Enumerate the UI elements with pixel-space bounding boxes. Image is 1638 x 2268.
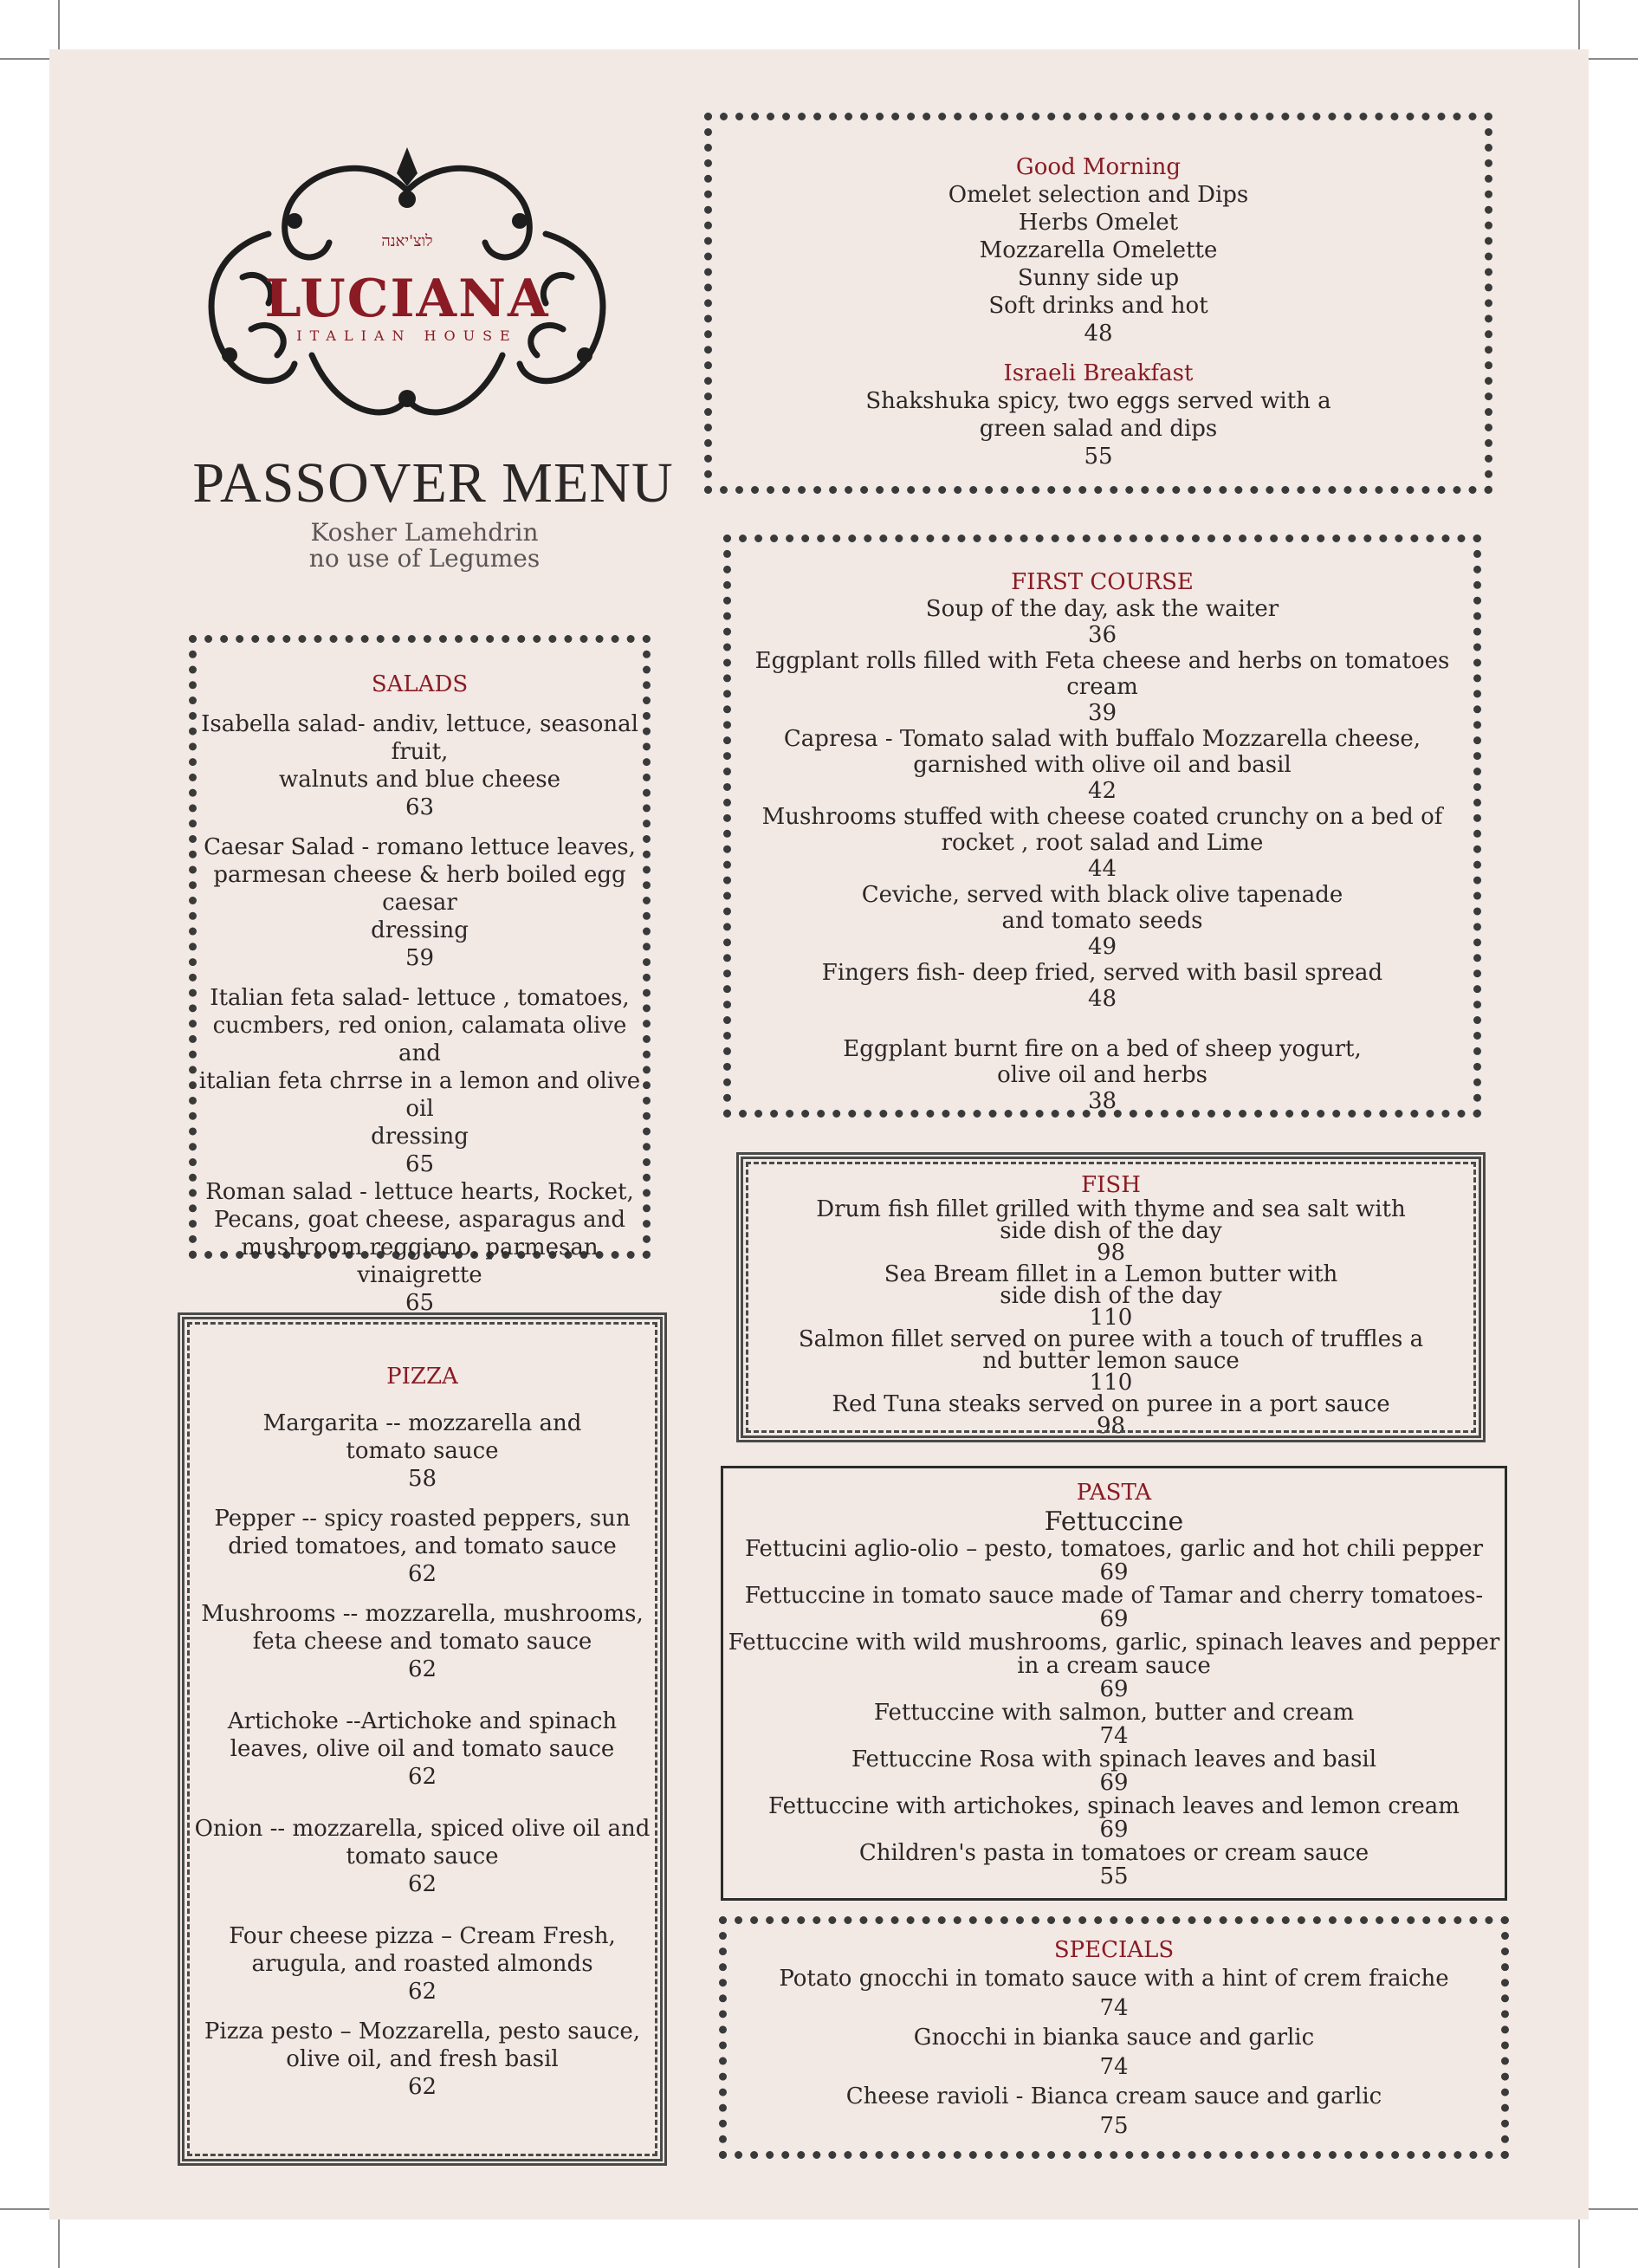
menu-item-line: green salad and dips: [979, 416, 1218, 442]
section-title: Israeli Breakfast: [1003, 360, 1194, 386]
menu-item-price: 62: [407, 1764, 437, 1790]
menu-item-line: Soft drinks and hot: [988, 293, 1208, 319]
menu-item-price: 69: [1099, 1559, 1129, 1585]
menu-item-price: 38: [1087, 1088, 1117, 1114]
menu-item-price: 62: [407, 2074, 437, 2100]
menu-item-line: side dish of the day: [1000, 1283, 1222, 1309]
menu-item-line: Fingers fish- deep fried, served with basil spread: [821, 960, 1383, 986]
menu-item-price: 69: [1099, 1770, 1129, 1796]
menu-item-line: tomato sauce: [346, 1844, 499, 1869]
menu-item-line: nd butter lemon sauce: [982, 1348, 1240, 1374]
menu-item-line: Shakshuka spicy, two eggs served with a: [865, 388, 1331, 414]
menu-item-line: Mozzarella Omelette: [979, 237, 1218, 263]
menu-item-line: Potato gnocchi in tomato sauce with a hint of crem fraiche: [779, 1966, 1449, 1992]
logo-subtitle: ITALIAN HOUSE: [296, 327, 518, 344]
menu-item-line: Pizza pesto – Mozzarella, pesto sauce,: [204, 2019, 641, 2044]
menu-item-line: Artichoke --Artichoke and spinach: [227, 1708, 618, 1734]
menu-item-line: in a cream sauce: [1017, 1653, 1211, 1679]
section-title: Good Morning: [1015, 154, 1182, 180]
menu-item-line: Ceviche, served with black olive tapenade: [861, 882, 1343, 908]
menu-item-line: Fettuccine with artichokes, spinach leaves and lemon cream: [768, 1793, 1460, 1819]
menu-item-price: 48: [1084, 321, 1113, 347]
menu-item-price: 59: [405, 945, 435, 971]
crop-mark: [1578, 2219, 1580, 2268]
menu-item-line: Four cheese pizza – Cream Fresh,: [229, 1923, 616, 1949]
menu-item-price: 62: [407, 1871, 437, 1897]
menu-item-line: dried tomatoes, and tomato sauce: [228, 1533, 617, 1559]
pasta-section: [721, 1466, 1507, 1901]
menu-item-price: 75: [1099, 2113, 1129, 2139]
menu-item-line: Cheese ravioli - Bianca cream sauce and garlic: [845, 2083, 1382, 2109]
restaurant-logo: [191, 139, 624, 433]
logo-hebrew-text: לוצ'יאנה: [381, 232, 433, 250]
section-title: PIZZA: [386, 1364, 458, 1390]
menu-item-line: Mushrooms stuffed with cheese coated crunchy on a bed of: [761, 804, 1443, 830]
menu-item: [185, 1707, 660, 1791]
menu-item: [197, 710, 643, 821]
menu-item-price: 63: [405, 794, 435, 820]
menu-item-line: cream: [1066, 674, 1138, 700]
menu-item: [197, 984, 643, 1178]
menu-item-price: 98: [1096, 1240, 1126, 1266]
menu-item-price: 58: [407, 1466, 437, 1492]
crop-mark: [1578, 0, 1580, 49]
menu-item-line: side dish of the day: [1000, 1218, 1222, 1244]
crop-mark: [58, 0, 60, 49]
menu-item-line: Fettuccine with salmon, butter and cream: [873, 1700, 1355, 1726]
menu-item: [185, 1409, 660, 1493]
menu-item-line: Caesar Salad - romano lettuce leaves,: [204, 834, 636, 860]
menu-item-line: Children's pasta in tomatoes or cream sauce: [858, 1840, 1369, 1866]
menu-item-line: leaves, olive oil and tomato sauce: [230, 1736, 615, 1762]
menu-item-price: 42: [1087, 778, 1117, 804]
menu-item-price: 69: [1099, 1676, 1129, 1702]
section-subtitle: Fettuccine: [1044, 1507, 1184, 1537]
menu-item-line: garnished with olive oil and basil: [913, 752, 1292, 778]
menu-item-price: 110: [1089, 1370, 1133, 1396]
pizza-section: [178, 1312, 667, 2166]
menu-item: [185, 1922, 660, 2006]
menu-item-price: 39: [1087, 700, 1117, 726]
menu-item-line: Italian feta salad- lettuce , tomatoes,: [210, 985, 630, 1011]
menu-item-line: Herbs Omelet: [1018, 210, 1179, 236]
menu-item-line: cucmbers, red onion, calamata olive and: [212, 1013, 627, 1066]
section-title: SPECIALS: [1053, 1937, 1175, 1963]
menu-item-line: Mushrooms -- mozzarella, mushrooms,: [201, 1601, 644, 1627]
crop-mark: [58, 2219, 60, 2268]
menu-item-line: Eggplant burnt fire on a bed of sheep yogurt,: [843, 1036, 1362, 1062]
menu-item-line: rocket , root salad and Lime: [941, 830, 1264, 856]
menu-item: [185, 1600, 660, 1683]
menu-item-line: Sea Bream fillet in a Lemon butter with: [884, 1261, 1338, 1287]
section-title: SALADS: [371, 671, 469, 697]
menu-item-line: Pepper -- spicy roasted peppers, sun: [214, 1506, 631, 1532]
menu-item-line: Red Tuna steaks served on puree in a port sauce: [832, 1391, 1390, 1417]
salads-section: [189, 635, 651, 1316]
menu-item-price: 36: [1087, 622, 1117, 648]
menu-item-price: 69: [1099, 1817, 1129, 1843]
menu-item-line: Eggplant rolls filled with Feta cheese and herbs on tomatoes: [754, 648, 1450, 674]
menu-item-line: Fettuccine with wild mushrooms, garlic, spinach leaves and pepper: [728, 1630, 1500, 1656]
menu-item: [185, 1505, 660, 1588]
menu-item-price: 74: [1099, 1995, 1129, 2021]
menu-item-line: feta cheese and tomato sauce: [252, 1629, 592, 1655]
menu-item-price: 62: [407, 1979, 437, 2005]
subtitle-line: Kosher Lamehdrin: [310, 518, 539, 547]
menu-item-price: 48: [1087, 986, 1117, 1012]
menu-item: [185, 1815, 660, 1898]
menu-item-line: Salmon fillet served on puree with a touch of truffles a: [798, 1326, 1424, 1352]
breakfast-section: [704, 113, 1492, 494]
menu-item-price: 62: [407, 1561, 437, 1587]
menu-item: [185, 2018, 660, 2101]
menu-item-line: Isabella salad- andiv, lettuce, seasonal fruit,: [201, 711, 638, 765]
menu-item-price: 69: [1099, 1606, 1129, 1632]
menu-item-line: dressing: [371, 1124, 469, 1150]
menu-item-line: mushroom reggiano, parmesan vinaigrette: [241, 1234, 599, 1288]
menu-item-line: Gnocchi in bianka sauce and garlic: [913, 2025, 1315, 2051]
fish-section: [736, 1152, 1486, 1442]
section-title: PASTA: [1076, 1480, 1152, 1506]
menu-item-line: Omelet selection and Dips: [948, 182, 1249, 208]
first-course-section: [723, 535, 1481, 1118]
menu-item-price: 74: [1099, 1723, 1129, 1749]
menu-item-line: Capresa - Tomato salad with buffalo Mozzarella cheese,: [783, 726, 1421, 752]
menu-item-price: 65: [405, 1290, 435, 1316]
menu-item-line: Margarita -- mozzarella and: [262, 1410, 582, 1436]
menu-item-line: olive oil and herbs: [997, 1062, 1207, 1088]
menu-item-price: 55: [1084, 444, 1113, 470]
menu-item-line: Fettuccine in tomato sauce made of Tamar and cherry tomatoes-: [744, 1583, 1484, 1609]
crop-mark: [0, 58, 49, 60]
menu-item-line: Pecans, goat cheese, asparagus and: [213, 1207, 626, 1233]
menu-item-line: parmesan cheese & herb boiled egg caesar: [213, 862, 626, 916]
menu-item-price: 44: [1087, 856, 1117, 882]
menu-item-line: Soup of the day, ask the waiter: [925, 596, 1279, 622]
menu-item-price: 55: [1099, 1863, 1129, 1889]
menu-item-line: olive oil, and fresh basil: [286, 2046, 559, 2072]
menu-item-line: Roman salad - lettuce hearts, Rocket,: [205, 1179, 634, 1205]
crop-mark: [1589, 58, 1638, 60]
page-title: PASSOVER MENU: [192, 451, 674, 515]
menu-item-line: Drum fish fillet grilled with thyme and sea salt with: [816, 1196, 1406, 1222]
menu-item-line: tomato sauce: [346, 1438, 499, 1464]
logo-name: LUCIANA: [264, 269, 550, 329]
page-subtitle: [243, 520, 606, 572]
menu-item-price: 65: [405, 1151, 435, 1177]
section-title: FISH: [1081, 1172, 1141, 1198]
menu-item-price: 74: [1099, 2054, 1129, 2080]
crop-mark: [1589, 2208, 1638, 2210]
menu-item-line: italian feta chrrse in a lemon and olive oil: [198, 1068, 641, 1122]
section-title: FIRST COURSE: [1011, 569, 1194, 595]
menu-item-line: dressing: [371, 917, 469, 943]
menu-item-price: 110: [1089, 1305, 1133, 1331]
menu-item-line: Fettuccine Rosa with spinach leaves and basil: [851, 1746, 1377, 1772]
menu-item: [197, 1178, 643, 1317]
menu-item-line: walnuts and blue cheese: [279, 767, 560, 793]
menu-item-price: 98: [1096, 1413, 1126, 1439]
subtitle-line: no use of Legumes: [308, 544, 541, 573]
menu-item-line: Onion -- mozzarella, spiced olive oil and: [194, 1816, 651, 1842]
menu-item-price: 62: [407, 1656, 437, 1682]
crop-mark: [0, 2208, 49, 2210]
menu-item: [197, 833, 643, 972]
menu-item-price: 49: [1087, 934, 1117, 960]
menu-item-line: Sunny side up: [1017, 265, 1180, 291]
specials-section: [719, 1916, 1509, 2159]
menu-item-line: Fettucini aglio-olio – pesto, tomatoes, garlic and hot chili pepper: [744, 1536, 1484, 1562]
menu-item-line: and tomato seeds: [1001, 908, 1203, 934]
menu-item-line: arugula, and roasted almonds: [251, 1951, 593, 1977]
